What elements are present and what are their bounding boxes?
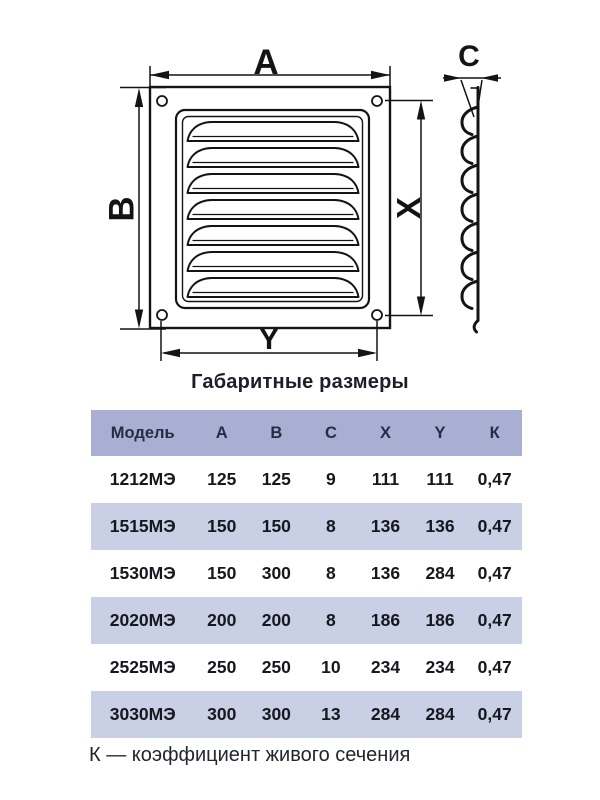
table-row: [91, 597, 522, 644]
front-view: [150, 87, 390, 328]
value-cell: 300: [249, 691, 304, 738]
value-cell: 234: [413, 644, 468, 691]
value-cell: 150: [194, 503, 249, 550]
value-cell: 186: [413, 597, 468, 644]
model-cell: 1515МЭ: [91, 503, 194, 550]
side-profile: [462, 88, 479, 333]
dimension-x: [385, 101, 433, 316]
value-cell: 150: [249, 503, 304, 550]
label-a: A: [253, 43, 279, 82]
model-cell: 1530МЭ: [91, 550, 194, 597]
value-cell: 125: [249, 456, 304, 503]
value-cell: 300: [194, 691, 249, 738]
value-cell: 136: [413, 503, 468, 550]
side-view: [443, 40, 501, 332]
column-header-c: C: [304, 410, 359, 456]
dimension-a: [150, 43, 390, 86]
value-cell: 250: [194, 644, 249, 691]
table-row: [91, 550, 522, 597]
value-cell: 0,47: [467, 691, 522, 738]
label-c: C: [458, 40, 480, 73]
grille-dimension-drawing: [0, 0, 600, 368]
label-x: X: [390, 196, 427, 220]
table-row: [91, 691, 522, 738]
value-cell: 136: [358, 503, 413, 550]
value-cell: 0,47: [467, 456, 522, 503]
model-cell: 2020МЭ: [91, 597, 194, 644]
value-cell: 150: [194, 550, 249, 597]
value-cell: 10: [304, 644, 359, 691]
column-header-a: A: [194, 410, 249, 456]
value-cell: 200: [194, 597, 249, 644]
table-row: [91, 456, 522, 503]
column-header-x: X: [358, 410, 413, 456]
column-header-y: Y: [413, 410, 468, 456]
table-header-row: [91, 410, 522, 456]
louver-slats: [188, 122, 359, 297]
table-row: [91, 644, 522, 691]
value-cell: 284: [413, 691, 468, 738]
column-header-b: B: [249, 410, 304, 456]
column-header-k: К: [467, 410, 522, 456]
value-cell: 0,47: [467, 503, 522, 550]
dimensions-table: [91, 410, 522, 738]
label-b: B: [102, 196, 142, 222]
value-cell: 111: [413, 456, 468, 503]
value-cell: 234: [358, 644, 413, 691]
table-row: [91, 503, 522, 550]
value-cell: 8: [304, 503, 359, 550]
value-cell: 186: [358, 597, 413, 644]
value-cell: 200: [249, 597, 304, 644]
model-cell: 1212МЭ: [91, 456, 194, 503]
value-cell: 8: [304, 550, 359, 597]
drawing-caption: Габаритные размеры: [191, 371, 409, 393]
value-cell: 0,47: [467, 550, 522, 597]
value-cell: 8: [304, 597, 359, 644]
label-y: Y: [258, 323, 280, 356]
value-cell: 125: [194, 456, 249, 503]
k-coefficient-footnote: К — коэффициент живого сечения: [89, 744, 411, 766]
value-cell: 284: [358, 691, 413, 738]
value-cell: 111: [358, 456, 413, 503]
model-cell: 2525МЭ: [91, 644, 194, 691]
model-cell: 3030МЭ: [91, 691, 194, 738]
dimension-c: [443, 40, 501, 117]
value-cell: 0,47: [467, 597, 522, 644]
value-cell: 250: [249, 644, 304, 691]
value-cell: 9: [304, 456, 359, 503]
value-cell: 0,47: [467, 644, 522, 691]
value-cell: 284: [413, 550, 468, 597]
column-header-model: Модель: [91, 410, 194, 456]
value-cell: 13: [304, 691, 359, 738]
value-cell: 300: [249, 550, 304, 597]
value-cell: 136: [358, 550, 413, 597]
side-louver-hooks: [462, 107, 478, 309]
